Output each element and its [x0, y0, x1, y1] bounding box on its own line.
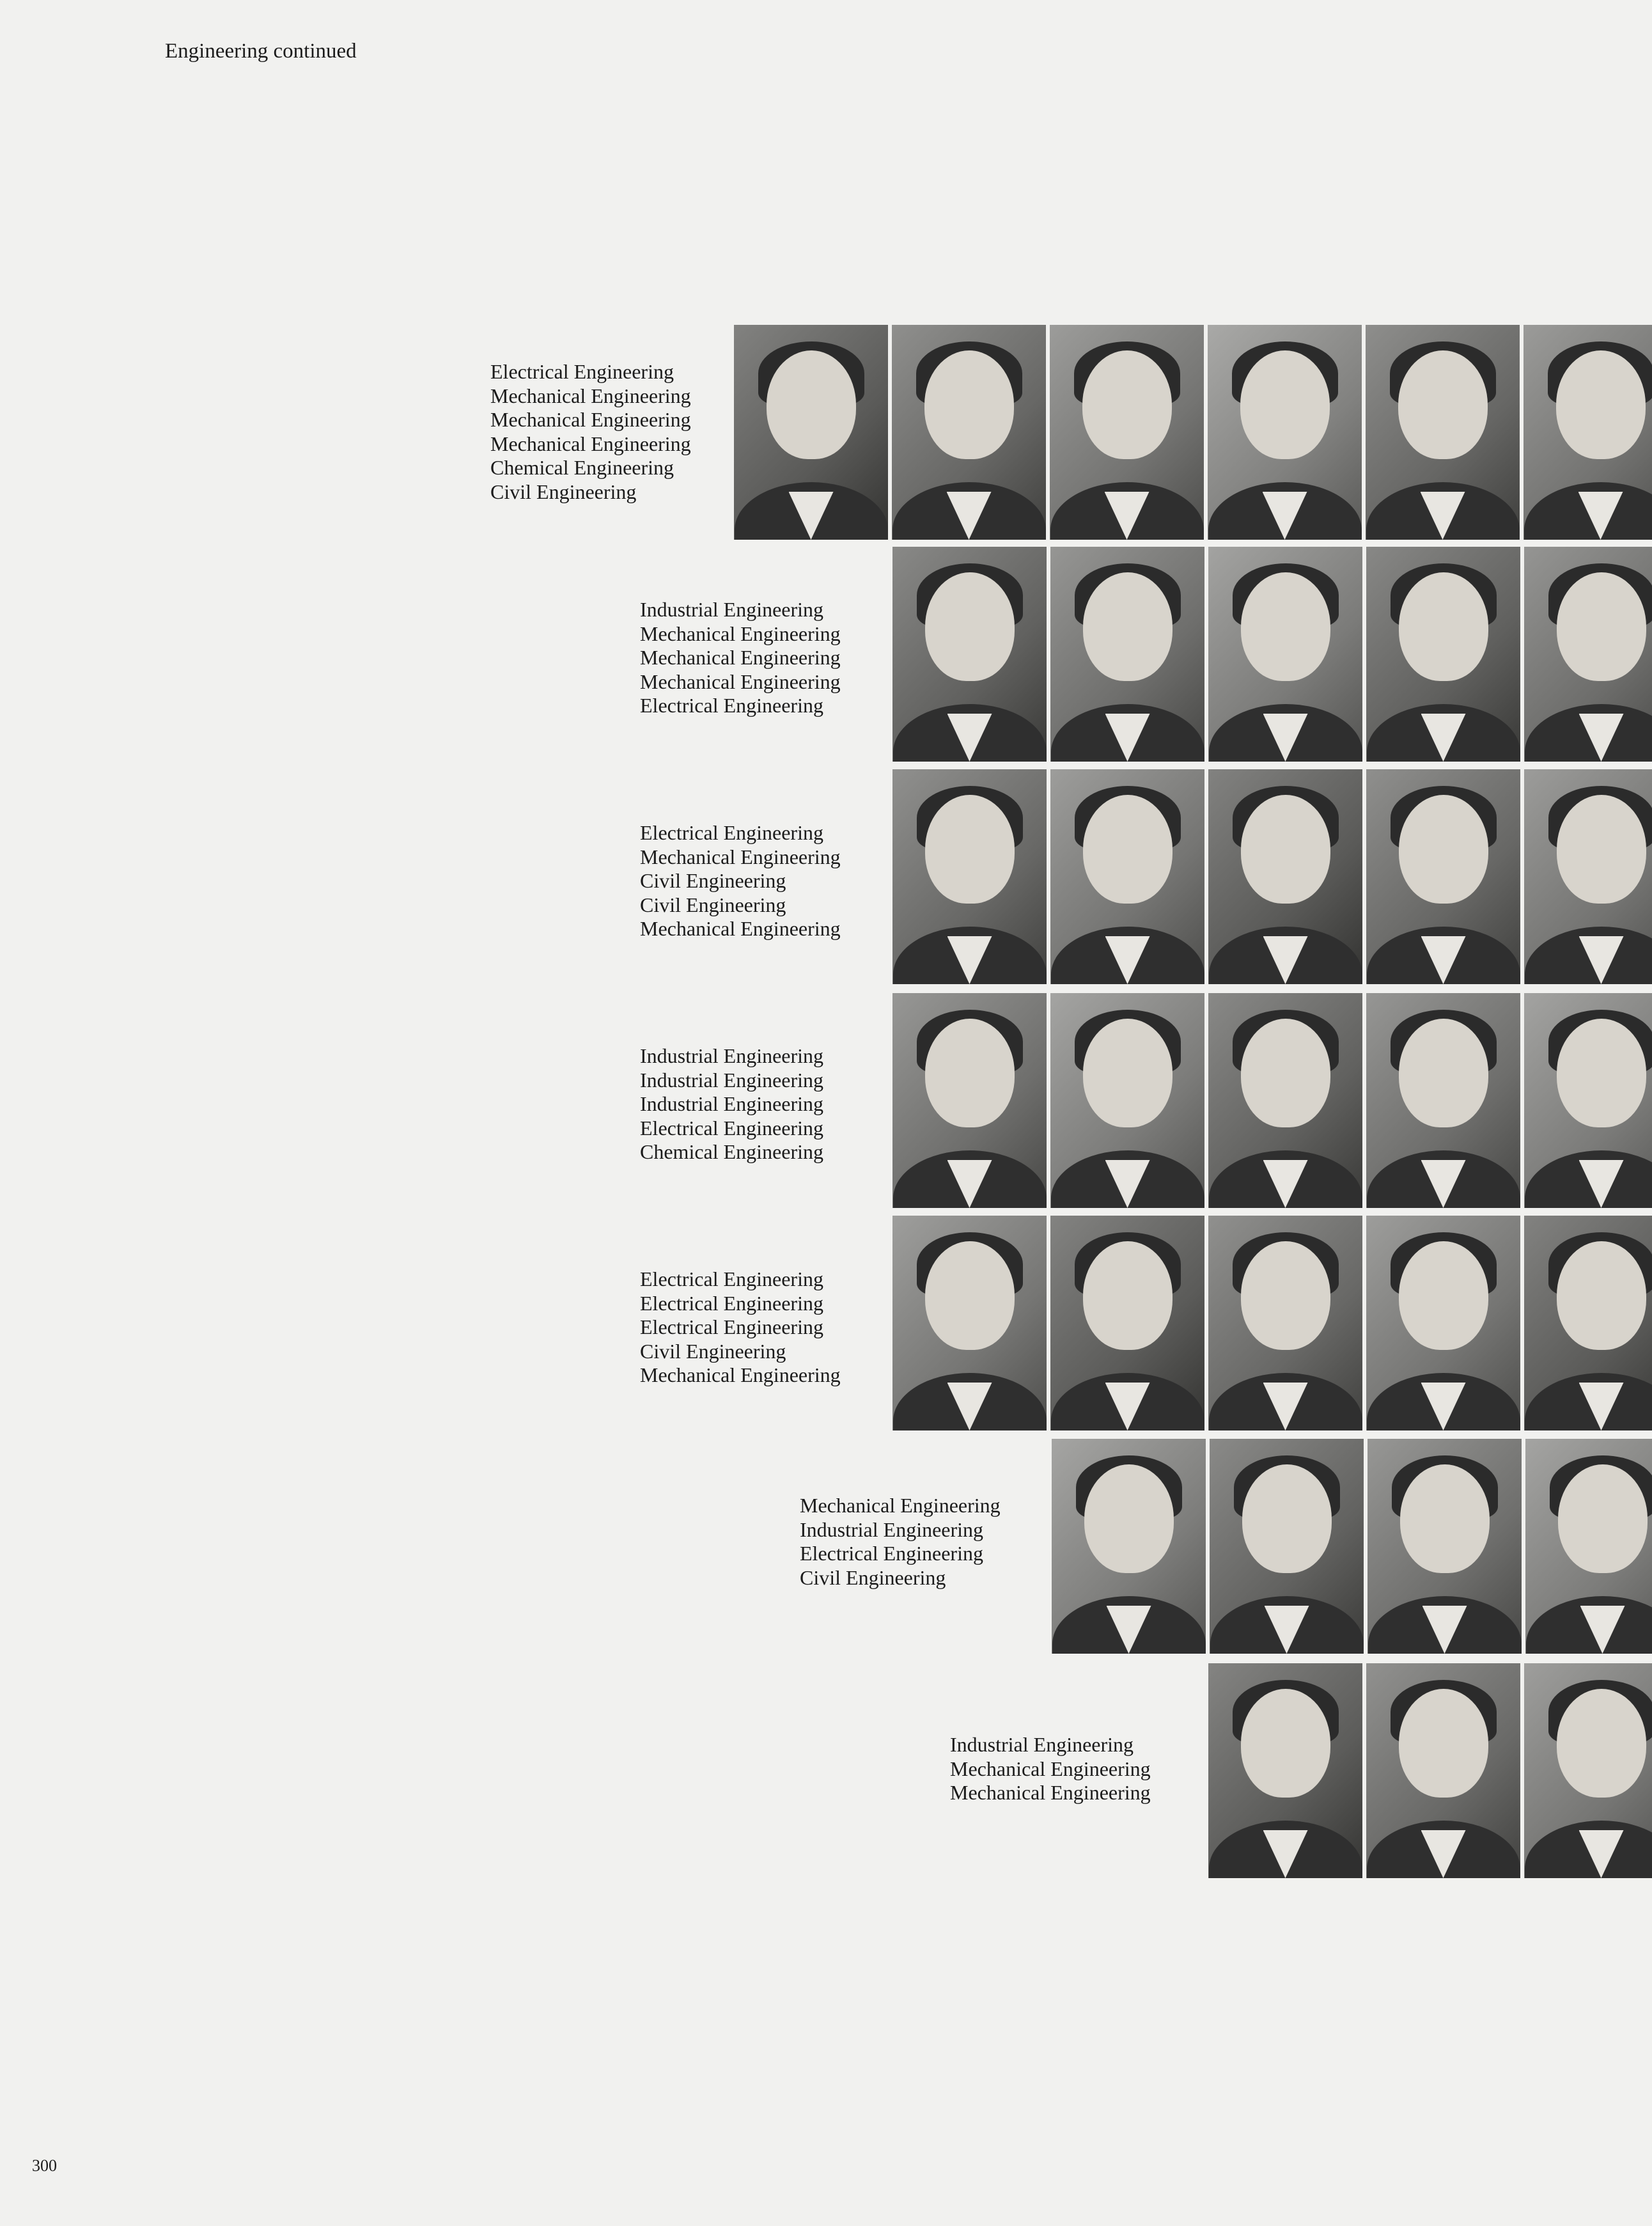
portrait-face — [1557, 1241, 1646, 1350]
portrait-face — [1557, 795, 1646, 904]
student-portrait — [1368, 1439, 1522, 1654]
student-department: Mechanical Engineering — [490, 384, 691, 407]
student-portrait — [1523, 325, 1652, 540]
student-portrait — [1525, 1439, 1652, 1654]
student-department: Civil Engineering — [800, 1565, 946, 1589]
student-portrait — [1524, 1216, 1652, 1430]
student-department: Mechanical Engineering — [640, 917, 841, 940]
student-portrait — [1366, 325, 1520, 540]
student-portrait — [1050, 325, 1204, 540]
student-department: Mechanical Engineering — [640, 1363, 841, 1386]
student-department: Civil Engineering — [640, 869, 786, 892]
student-portrait — [1210, 1439, 1364, 1654]
student-portrait — [1208, 769, 1362, 984]
portrait-face — [767, 350, 856, 459]
student-department: Mechanical Engineering — [640, 646, 841, 669]
student-portrait — [1208, 325, 1362, 540]
student-department: Electrical Engineering — [640, 1315, 823, 1338]
student-department: Industrial Engineering — [640, 1068, 824, 1092]
portrait-face — [925, 1241, 1015, 1350]
student-department: Electrical Engineering — [490, 360, 674, 383]
page-header: Engineering continued — [165, 40, 357, 63]
student-department: Industrial Engineering — [950, 1733, 1134, 1756]
portrait-row — [892, 547, 1652, 762]
student-department: Civil Engineering — [490, 480, 637, 503]
student-portrait — [1524, 769, 1652, 984]
portrait-face — [1083, 795, 1173, 904]
student-departments — [640, 1044, 823, 1164]
portrait-face — [1083, 572, 1173, 681]
student-department: Industrial Engineering — [640, 598, 824, 621]
student-portrait — [1366, 1216, 1520, 1430]
portrait-face — [1083, 1019, 1173, 1127]
portrait-shoulders — [1526, 1596, 1652, 1654]
student-department: Mechanical Engineering — [640, 845, 841, 868]
portrait-face — [1082, 350, 1172, 459]
student-portrait — [1366, 769, 1520, 984]
portrait-face — [1399, 1689, 1488, 1798]
portrait-face — [1399, 572, 1488, 681]
student-department: Chemical Engineering — [640, 1140, 824, 1163]
portrait-face — [924, 350, 1014, 459]
portrait-row — [892, 993, 1652, 1208]
portrait-face — [925, 1019, 1015, 1127]
portrait-face — [1399, 795, 1488, 904]
student-portrait — [1366, 1663, 1520, 1878]
portrait-row — [734, 325, 1652, 540]
student-portrait — [1366, 547, 1520, 762]
portrait-face — [1556, 350, 1646, 459]
student-departments — [950, 1733, 1151, 1805]
portrait-face — [1558, 1464, 1648, 1573]
portrait-face — [925, 572, 1015, 681]
page-number: 300 — [32, 2156, 57, 2175]
portrait-face — [1084, 1464, 1174, 1573]
student-department: Electrical Engineering — [640, 1291, 823, 1315]
portrait-face — [925, 795, 1015, 904]
portrait-face — [1241, 1019, 1330, 1127]
student-portrait — [1050, 547, 1204, 762]
portrait-face — [1240, 350, 1330, 459]
student-departments — [490, 360, 691, 504]
student-departments — [800, 1494, 1001, 1590]
student-departments — [640, 598, 841, 718]
portrait-face — [1400, 1464, 1490, 1573]
portrait-face — [1241, 795, 1330, 904]
student-department: Mechanical Engineering — [950, 1757, 1151, 1780]
portrait-face — [1557, 1689, 1646, 1798]
portrait-face — [1398, 350, 1488, 459]
student-portrait — [892, 1216, 1047, 1430]
portrait-face — [1399, 1019, 1488, 1127]
portrait-face — [1241, 1689, 1330, 1798]
student-portrait — [1524, 993, 1652, 1208]
student-portrait — [892, 769, 1047, 984]
student-department: Mechanical Engineering — [640, 670, 841, 693]
student-portrait — [1208, 993, 1362, 1208]
student-department: Electrical Engineering — [640, 694, 823, 717]
portrait-row — [892, 1216, 1652, 1430]
portrait-face — [1241, 1241, 1330, 1350]
portrait-row — [1052, 1439, 1652, 1654]
student-department: Chemical Engineering — [490, 456, 674, 479]
student-portrait — [1208, 547, 1362, 762]
student-department: Mechanical Engineering — [800, 1494, 1001, 1517]
student-portrait — [1208, 1216, 1362, 1430]
student-portrait — [734, 325, 888, 540]
student-department: Industrial Engineering — [640, 1092, 824, 1115]
student-department: Mechanical Engineering — [640, 622, 841, 645]
portrait-face — [1399, 1241, 1488, 1350]
student-department: Electrical Engineering — [800, 1542, 983, 1565]
student-portrait — [1050, 769, 1204, 984]
student-portrait — [1366, 993, 1520, 1208]
student-department: Civil Engineering — [640, 1339, 786, 1363]
portrait-face — [1557, 572, 1646, 681]
portrait-face — [1557, 1019, 1646, 1127]
portrait-face — [1242, 1464, 1332, 1573]
portrait-face — [1083, 1241, 1173, 1350]
student-portrait — [1052, 1439, 1206, 1654]
student-department: Industrial Engineering — [800, 1517, 984, 1541]
student-department: Electrical Engineering — [640, 1116, 823, 1140]
student-portrait — [1524, 1663, 1652, 1878]
student-portrait — [892, 547, 1047, 762]
student-portrait — [892, 993, 1047, 1208]
student-department: Mechanical Engineering — [490, 432, 691, 455]
student-departments — [640, 821, 841, 941]
portrait-row — [892, 769, 1652, 984]
student-department: Mechanical Engineering — [490, 408, 691, 431]
student-portrait — [1050, 993, 1204, 1208]
student-portrait — [1050, 1216, 1204, 1430]
student-portrait — [1524, 547, 1652, 762]
student-department: Electrical Engineering — [640, 821, 823, 844]
student-departments — [640, 1267, 841, 1388]
student-portrait — [1208, 1663, 1362, 1878]
student-department: Electrical Engineering — [640, 1267, 823, 1290]
student-portrait — [892, 325, 1046, 540]
student-department: Industrial Engineering — [640, 1044, 824, 1067]
portrait-face — [1241, 572, 1330, 681]
student-department: Civil Engineering — [640, 893, 786, 916]
portrait-row — [1208, 1663, 1652, 1878]
student-department: Mechanical Engineering — [950, 1781, 1151, 1804]
